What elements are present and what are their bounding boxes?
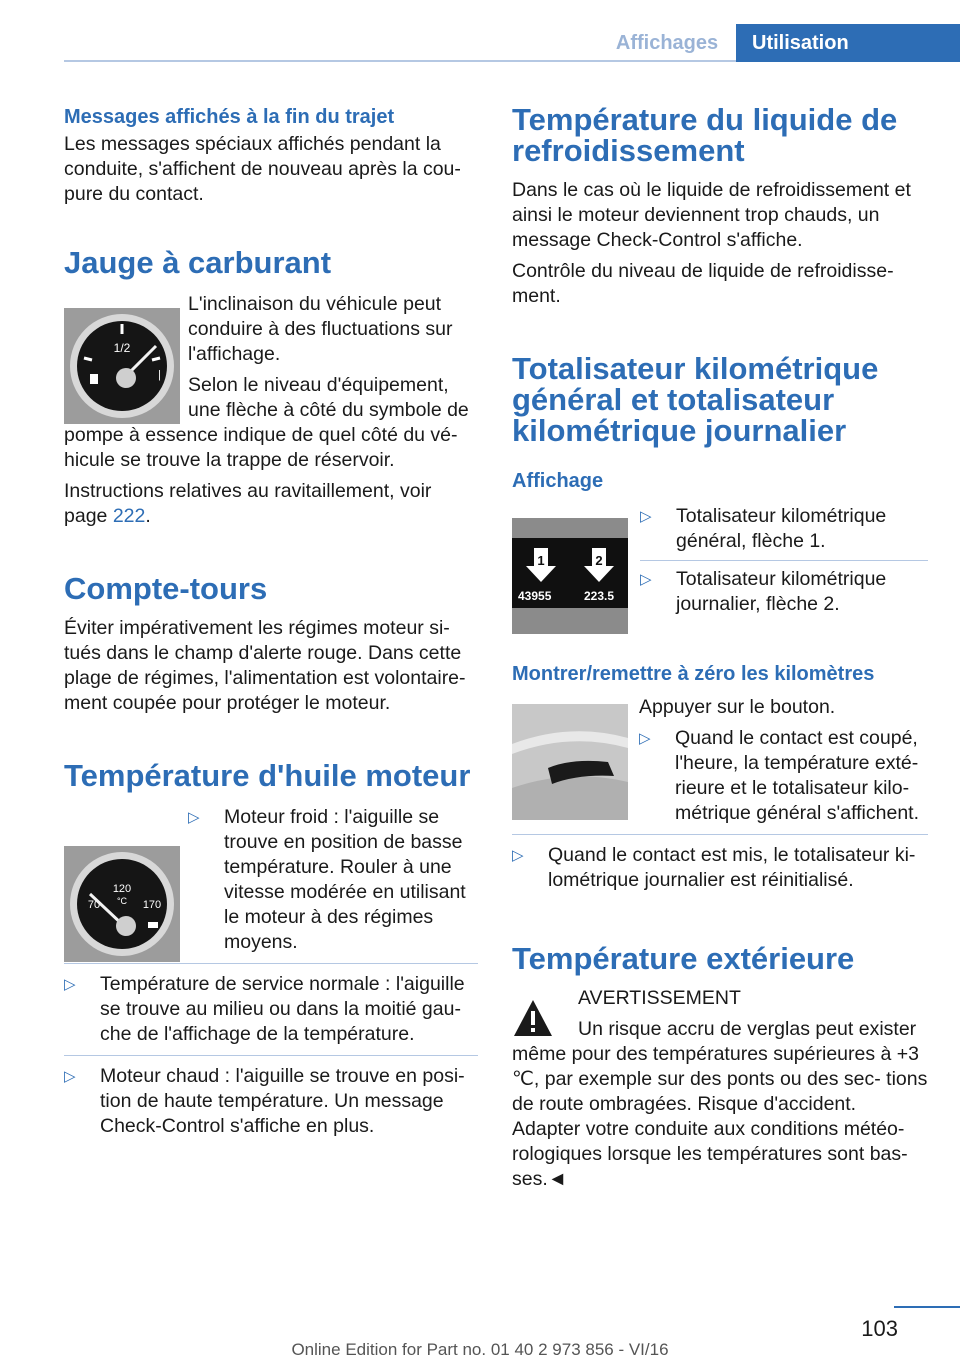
display-bullet-1	[640, 504, 928, 554]
arrow-2-label: 2	[595, 553, 603, 568]
reset-bullet-2-text: Quand le contact est mis, le totalisateur ki- lométrique journalier est réinitialisé.	[548, 844, 916, 891]
divider	[512, 834, 928, 835]
page-number: 103	[861, 1316, 898, 1341]
total-distance-value: 43955	[518, 589, 552, 603]
warning-icon	[512, 998, 554, 1038]
reset-bullet-1	[639, 726, 928, 826]
coolant-text-1: Dans le cas où le liquide de refroidissement et ainsi le moteur deviennent trop chauds, un message Check-Control s'affiche.	[512, 179, 911, 251]
oil-bullet-3	[64, 1064, 478, 1139]
odometer-reset-button-icon	[512, 704, 628, 820]
right-column	[512, 104, 928, 1192]
subsection-title-display: Affichage	[512, 470, 604, 492]
messages-text: Les messages spéciaux affichés pendant la conduite, s'affichent de nouveau après la cou- pure du contact.	[64, 133, 461, 205]
fuel-text-1: L'inclinaison du véhicule peut conduire à des fluctuations sur l'affichage.	[188, 293, 453, 365]
oil-70-mark: 70	[87, 899, 101, 911]
divider	[64, 963, 478, 964]
section-title-oil: Température d'huile moteur	[64, 758, 471, 793]
reset-text: Appuyer sur le bouton.	[639, 696, 836, 718]
subsection-title-reset: Montrer/remettre à zéro les kilomètres	[512, 663, 875, 685]
warning-label: AVERTISSEMENT	[578, 987, 741, 1009]
display-bullet-2-text: Totalisateur kilométrique journalier, flèche 2.	[676, 568, 887, 615]
divider	[640, 560, 928, 561]
oil-unit-mark: °C	[116, 896, 128, 906]
section-title-odometer: Totalisateur kilométrique général et totalisateur kilométrique journalier	[512, 351, 879, 448]
triangle-bullet-icon: ▷	[640, 508, 652, 525]
tab-affichages[interactable]: Affichages	[615, 32, 719, 54]
fuel-gauge-image	[64, 308, 180, 424]
triangle-bullet-icon: ▷	[64, 976, 76, 993]
fuel-text-period: .	[145, 505, 151, 527]
arrow-1-label: 1	[537, 553, 545, 568]
fuel-text-2b: pompe à essence indique de quel côté du vé- hicule se trouve la trappe de réservoir.	[64, 424, 458, 471]
display-bullet-2	[640, 567, 928, 617]
warning-text-2: même pour des températures supérieures à +3 ℃, par exemple sur des ponts ou des sec- tions de route ombragées. Risque d'accident. Adapter votre conduite aux conditions météo- rologiques lorsque les températures sont bas- ses.◄	[512, 1043, 928, 1190]
tacho-text: Éviter impérativement les régimes moteur si- tués dans le champ d'alerte rouge. Dans cette plage de régimes, l'alimentation est volontaire- ment coupée pour protéger le moteur.	[64, 617, 466, 714]
reset-bullet-1-text: Quand le contact est coupé, l'heure, la température exté- rieure et le totalisateur kilo- métrique général s'affichent.	[675, 727, 920, 824]
section-title-exterior: Température extérieure	[512, 941, 855, 976]
oil-170-mark: 170	[142, 899, 162, 911]
edition-note: Online Edition for Part no. 01 40 2 973 856 - VI/16	[291, 1340, 669, 1359]
fuel-refuel-text: Instructions relatives au ravitaillement, voir page	[64, 480, 432, 527]
odometer-display-icon	[512, 518, 628, 634]
triangle-bullet-icon: ▷	[640, 571, 652, 588]
oil-bullet-2	[64, 972, 478, 1047]
triangle-bullet-icon: ▷	[188, 809, 200, 826]
triangle-bullet-icon: ▷	[639, 730, 651, 747]
svg-text:|: |	[158, 369, 161, 381]
tab-utilisation[interactable]: Utilisation	[736, 24, 960, 62]
oil-temperature-gauge-icon	[64, 846, 180, 962]
section-title-fuel: Jauge à carburant	[64, 245, 332, 280]
coolant-text-2: Contrôle du niveau de liquide de refroidisse- ment.	[512, 260, 894, 307]
section-title-tacho: Compte-tours	[64, 571, 268, 606]
fuel-text-2a: Selon le niveau d'équipement, une flèche à côté du symbole de	[188, 374, 469, 421]
reset-bullet-2	[512, 843, 928, 893]
oil-bullet-2-text: Température de service normale : l'aiguille se trouve au milieu ou dans la moitié gau- che de l'affichage de la température.	[100, 973, 465, 1045]
left-column	[64, 104, 478, 1139]
oil-bullet-1	[188, 805, 478, 955]
footer-rule	[894, 1306, 960, 1308]
fuel-text-3	[64, 479, 478, 529]
section-title-coolant: Température du liquide de refroidissement	[512, 102, 898, 168]
divider	[64, 1055, 478, 1056]
oil-120-mark: 120	[112, 883, 132, 895]
triangle-bullet-icon: ▷	[512, 847, 524, 864]
odometer-image	[512, 518, 628, 634]
trip-distance-value: 223.5	[584, 589, 615, 603]
warning-text-1: Un risque accru de verglas peut exister	[578, 1018, 917, 1040]
triangle-bullet-icon: ▷	[64, 1068, 76, 1085]
oil-bullet-3-text: Moteur chaud : l'aiguille se trouve en posi- tion de haute température. Un message Check-Control s'affiche en plus.	[100, 1065, 465, 1137]
oil-gauge-image	[64, 846, 180, 962]
reset-button-image	[512, 704, 628, 820]
section-title-messages: Messages affichés à la fin du trajet	[64, 106, 395, 128]
page-link-222[interactable]: 222	[112, 505, 146, 527]
fuel-gauge-icon	[64, 308, 180, 424]
fuel-half-mark: 1/2	[113, 341, 131, 355]
oil-bullet-1-text: Moteur froid : l'aiguille se trouve en position de basse température. Rouler à une vitesse modérée en utilisant le moteur à des régimes moyens.	[224, 806, 466, 953]
display-bullet-1-text: Totalisateur kilométrique général, flèche 1.	[676, 505, 887, 552]
